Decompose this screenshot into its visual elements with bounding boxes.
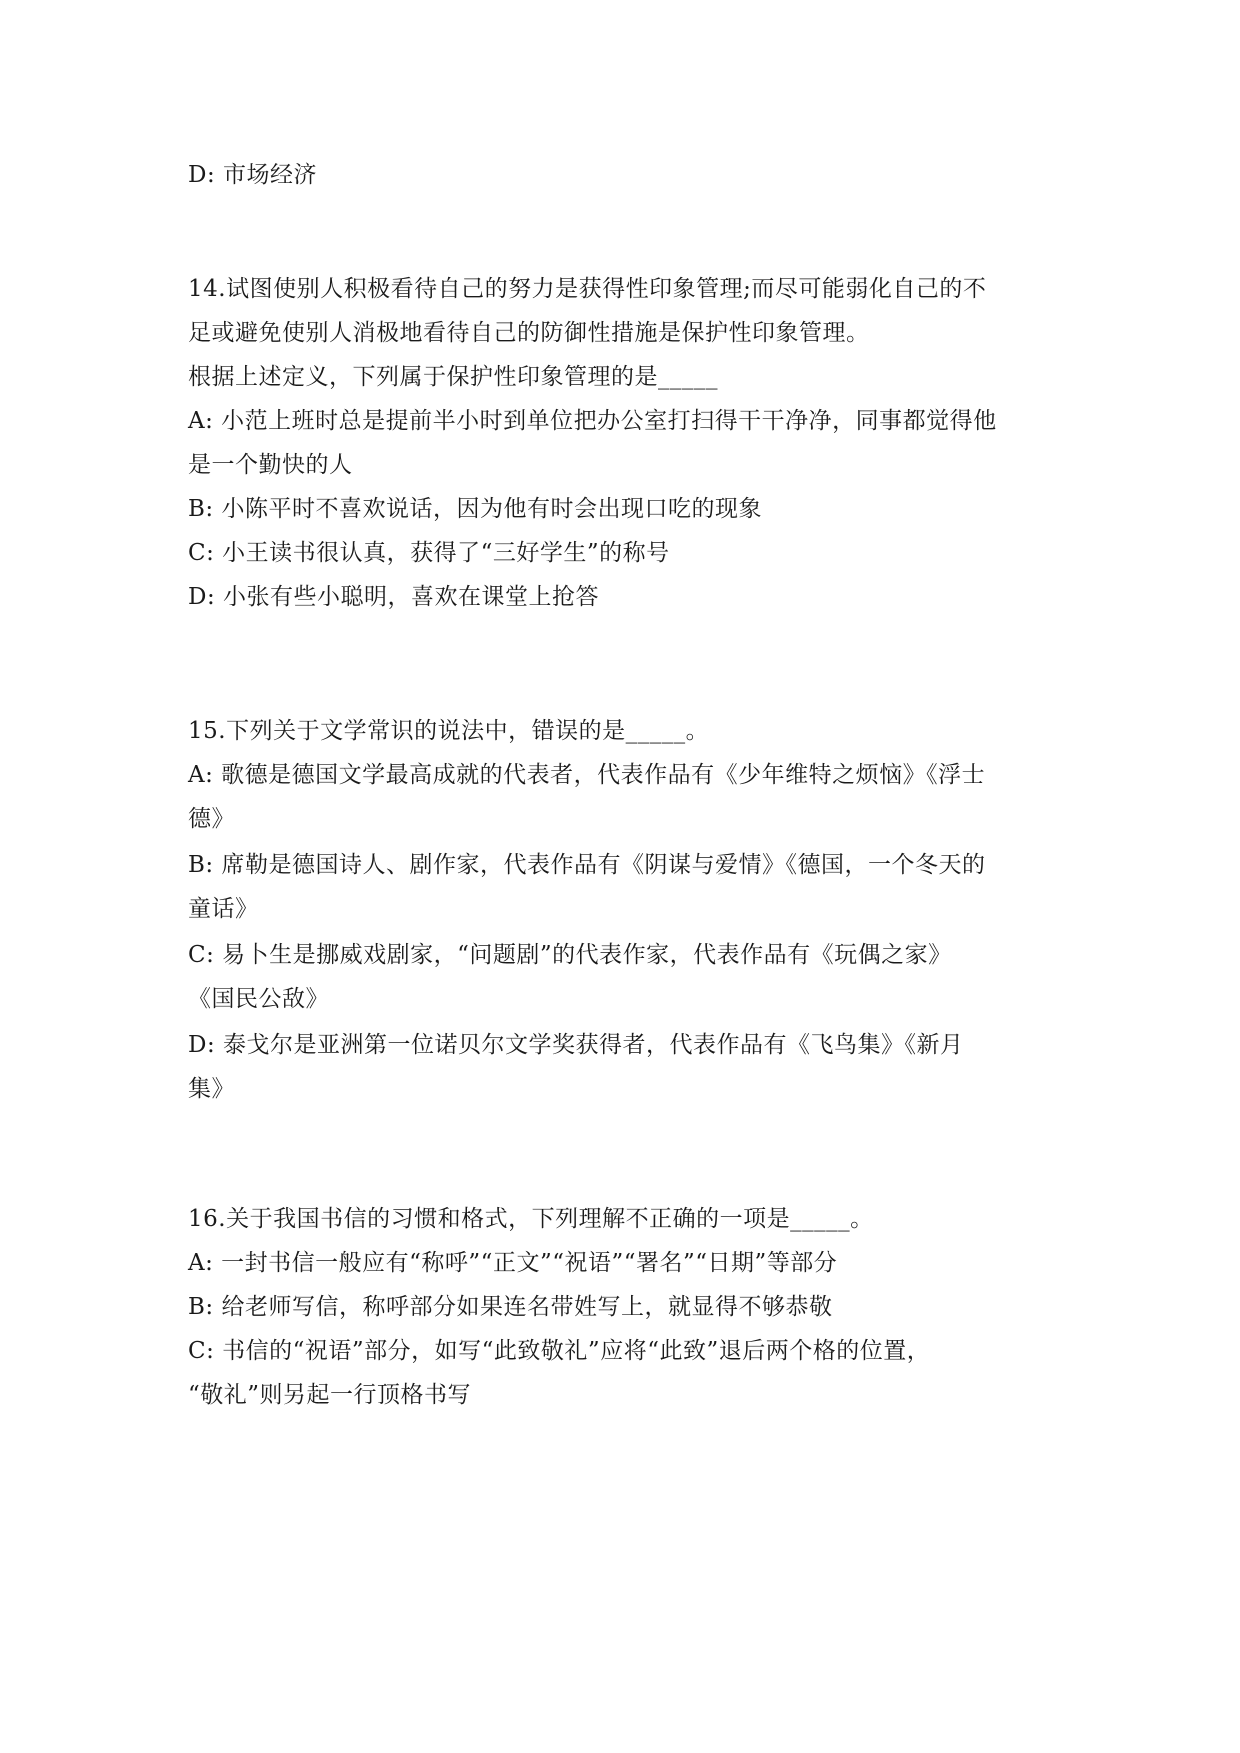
q15-option-c-line2: 《国民公敌》	[188, 986, 329, 1012]
q16-option-c-line2: “敬礼”则另起一行顶格书写	[188, 1382, 472, 1408]
q15-option-d-line1: D: 泰戈尔是亚洲第一位诺贝尔文学奖获得者，代表作品有《飞鸟集》《新月	[188, 1032, 964, 1058]
q15-option-a-line2: 德》	[188, 806, 235, 832]
q15-option-a-line1: A: 歌德是德国文学最高成就的代表者，代表作品有《少年维特之烦恼》《浮士	[188, 762, 986, 788]
q16-option-b: B: 给老师写信，称呼部分如果连名带姓写上，就显得不够恭敬	[188, 1294, 833, 1320]
q15-option-b-line1: B: 席勒是德国诗人、剧作家，代表作品有《阴谋与爱情》《德国，一个冬天的	[188, 852, 986, 878]
q14-option-a-line2: 是一个勤快的人	[188, 452, 353, 478]
q16-option-c-line1: C: 书信的“祝语”部分，如写“此致敬礼”应将“此致”退后两个格的位置，	[188, 1338, 931, 1364]
q15-option-d-line2: 集》	[188, 1076, 235, 1102]
q14-prompt: 根据上述定义，下列属于保护性印象管理的是_____	[188, 364, 718, 390]
q14-option-a-line1: A: 小范上班时总是提前半小时到单位把办公室打扫得干干净净，同事都觉得他	[188, 408, 997, 434]
q14-option-b: B: 小陈平时不喜欢说话，因为他有时会出现口吃的现象	[188, 496, 762, 522]
q16-stem: 16.关于我国书信的习惯和格式，下列理解不正确的一项是_____。	[188, 1206, 874, 1232]
q15-option-b-line2: 童话》	[188, 896, 259, 922]
q15-option-c-line1: C: 易卜生是挪威戏剧家，“问题剧”的代表作家，代表作品有《玩偶之家》	[188, 942, 952, 968]
q16-option-a: A: 一封书信一般应有“称呼”“正文”“祝语”“署名”“日期”等部分	[188, 1250, 838, 1276]
q15-stem: 15.下列关于文学常识的说法中，错误的是_____。	[188, 718, 710, 744]
q14-stem-line1: 14.试图使别人积极看待自己的努力是获得性印象管理;而尽可能弱化自己的不	[188, 276, 987, 302]
prev-option-d: D: 市场经济	[188, 162, 318, 188]
q14-option-c: C: 小王读书很认真，获得了“三好学生”的称号	[188, 540, 670, 566]
q14-stem-line2: 足或避免使别人消极地看待自己的防御性措施是保护性印象管理。	[188, 320, 870, 346]
q14-option-d: D: 小张有些小聪明，喜欢在课堂上抢答	[188, 584, 600, 610]
